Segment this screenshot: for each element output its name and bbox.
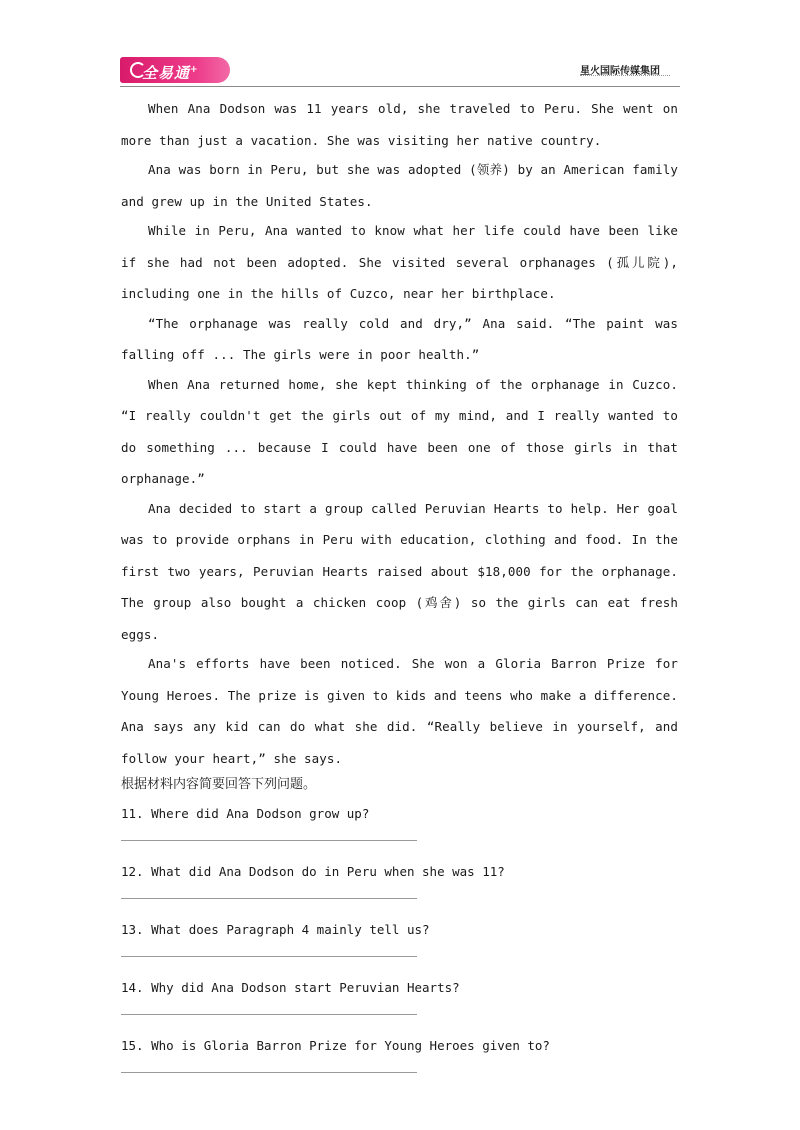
document-body [121, 93, 678, 1090]
publisher-name: 星火国际传媒集团 [580, 66, 660, 77]
question-11 [121, 800, 678, 858]
answer-line[interactable] [121, 1014, 417, 1015]
answer-line[interactable] [121, 1072, 417, 1073]
passage-paragraph-1: When Ana Dodson was 11 years old, she traveled to Peru. She went on more than just a vacation. She was visiting her native country. [121, 101, 678, 148]
passage-paragraph-6: Ana decided to start a group called Peruvian Hearts to help. Her goal was to provide orphans in Peru with education, clothing and food. In the first two years, Peruvian Hearts raised about $18,000 for the orphanage. The group also bought a chicken coop (鸡舍) so the girls can eat fresh eggs. [121, 500, 678, 642]
instruction-text: 根据材料内容简要回答下列问题。 [121, 777, 317, 792]
passage-paragraph-5: When Ana returned home, she kept thinking of the orphanage in Cuzco. “I really couldn't get the girls out of my mind, and I really wanted to do something ... because I could have been one of those girls in that orphanage.” [121, 376, 678, 486]
header-divider [120, 86, 680, 87]
publisher-subtitle-decoration [580, 75, 670, 79]
question-text: 11. Where did Ana Dodson grow up? [121, 806, 370, 821]
question-text: 14. Why did Ana Dodson start Peruvian Hearts? [121, 980, 460, 995]
passage-paragraph-3: While in Peru, Ana wanted to know what her life could have been like if she had not been adopted. She visited several orphanages (孤儿院), including one in the hills of Cuzco, near her birthplace. [121, 223, 678, 301]
answer-line[interactable] [121, 956, 417, 957]
question-text: 15. Who is Gloria Barron Prize for Young Heroes given to? [121, 1038, 550, 1053]
answer-line[interactable] [121, 898, 417, 899]
passage-paragraph-4: “The orphanage was really cold and dry,” Ana said. “The paint was falling off ... The girls were in poor health.” [121, 315, 678, 362]
logo-swirl-icon [130, 62, 146, 78]
question-text: 12. What did Ana Dodson do in Peru when she was 11? [121, 864, 505, 879]
question-14 [121, 974, 678, 1032]
logo-text: 全易通 [142, 64, 191, 82]
passage-paragraph-7: Ana's efforts have been noticed. She won a Gloria Barron Prize for Young Heroes. The prize is given to kids and teens who make a difference. Ana says any kid can do what she did. “Really believe in yourself, and follow your heart,” she says. [121, 656, 678, 766]
question-text: 13. What does Paragraph 4 mainly tell us? [121, 922, 430, 937]
page-header [0, 0, 800, 90]
passage-paragraph-2: Ana was born in Peru, but she was adopted (领养) by an American family and grew up in the United States. [121, 162, 678, 209]
brand-logo: 全易通+ [120, 57, 230, 83]
question-13 [121, 916, 678, 974]
question-12 [121, 858, 678, 916]
answer-line[interactable] [121, 840, 417, 841]
question-15 [121, 1032, 678, 1090]
